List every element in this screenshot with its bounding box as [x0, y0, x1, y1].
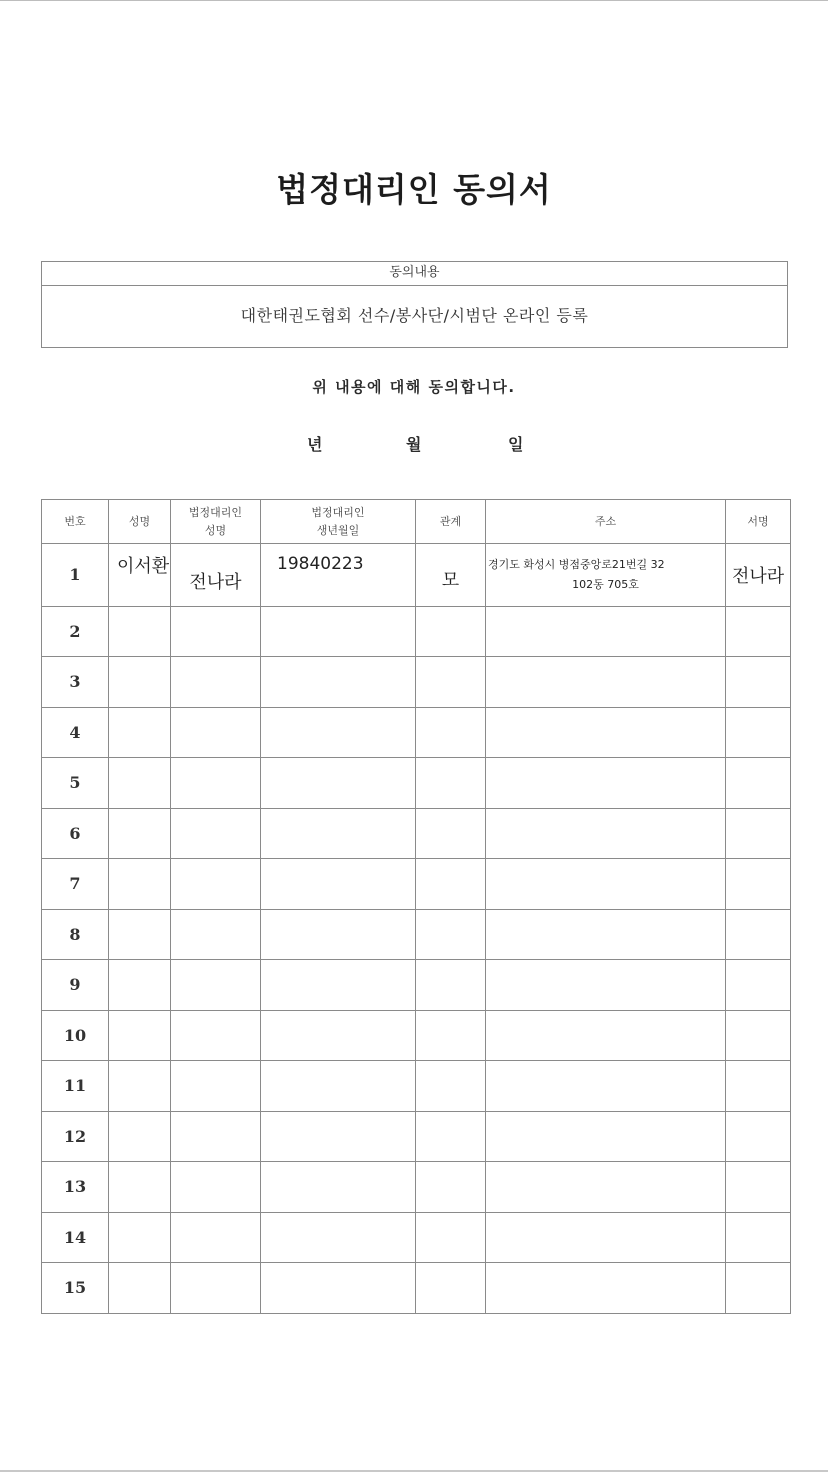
cell-guardian-birth[interactable] — [261, 859, 416, 910]
document-title: 법정대리인 동의서 — [276, 170, 552, 209]
cell-guardian-name[interactable] — [171, 1212, 261, 1263]
cell-guardian-birth[interactable] — [261, 1061, 416, 1112]
cell-name[interactable]: 이서환 — [109, 544, 171, 607]
cell-signature[interactable] — [726, 909, 791, 960]
header-guardian-birth-line2: 생년월일 — [316, 523, 360, 537]
table-row — [42, 1061, 791, 1112]
cell-relation[interactable] — [416, 1263, 486, 1314]
table-row — [42, 808, 791, 859]
date-year-label: 년 — [307, 435, 323, 454]
cell-signature[interactable] — [726, 859, 791, 910]
cell-address[interactable] — [486, 859, 726, 910]
cell-signature[interactable] — [726, 808, 791, 859]
cell-address[interactable] — [486, 657, 726, 708]
cell-name[interactable] — [109, 1263, 171, 1314]
row-number: 6 — [42, 808, 109, 859]
cell-guardian-birth[interactable] — [261, 1263, 416, 1314]
cell-name[interactable] — [109, 1010, 171, 1061]
table-row — [42, 758, 791, 809]
cell-signature[interactable] — [726, 657, 791, 708]
address-line-1: 경기도 화성시 병점중앙로21번길 32 — [488, 557, 665, 571]
row-number: 2 — [42, 606, 109, 657]
cell-name[interactable] — [109, 606, 171, 657]
date-month-label: 월 — [406, 435, 422, 454]
row-number: 12 — [42, 1111, 109, 1162]
cell-address[interactable] — [486, 544, 726, 607]
cell-signature[interactable] — [726, 758, 791, 809]
cell-name[interactable] — [109, 707, 171, 758]
cell-name[interactable] — [109, 657, 171, 708]
date-day-label: 일 — [508, 435, 524, 454]
row-number: 14 — [42, 1212, 109, 1263]
row-number: 5 — [42, 758, 109, 809]
cell-signature[interactable] — [726, 1162, 791, 1213]
consent-box — [41, 261, 788, 348]
table-row — [42, 707, 791, 758]
table-row — [42, 1162, 791, 1213]
cell-guardian-birth[interactable] — [261, 808, 416, 859]
consent-header: 동의내용 — [42, 262, 787, 286]
cell-guardian-name[interactable] — [171, 657, 261, 708]
table-row — [42, 859, 791, 910]
cell-relation[interactable] — [416, 960, 486, 1011]
cell-signature[interactable] — [726, 1263, 791, 1314]
table-row — [42, 909, 791, 960]
header-guardian-birth — [261, 500, 416, 544]
cell-guardian-name[interactable] — [171, 1111, 261, 1162]
cell-name[interactable] — [109, 909, 171, 960]
cell-relation[interactable] — [416, 808, 486, 859]
cell-guardian-name[interactable] — [171, 1162, 261, 1213]
cell-address[interactable] — [486, 1111, 726, 1162]
cell-signature[interactable] — [726, 960, 791, 1011]
header-guardian-birth-line1: 법정대리인 — [311, 505, 365, 519]
cell-relation[interactable]: 모 — [416, 544, 486, 607]
cell-guardian-name[interactable] — [171, 859, 261, 910]
cell-guardian-name[interactable] — [171, 808, 261, 859]
table-row — [42, 960, 791, 1011]
cell-guardian-birth[interactable] — [261, 657, 416, 708]
cell-guardian-birth[interactable]: 19840223 — [261, 544, 416, 607]
cell-relation[interactable] — [416, 707, 486, 758]
cell-signature[interactable] — [726, 606, 791, 657]
cell-address[interactable] — [486, 1061, 726, 1112]
table-row — [42, 606, 791, 657]
cell-address[interactable] — [486, 960, 726, 1011]
cell-address[interactable] — [486, 1263, 726, 1314]
cell-address[interactable] — [486, 758, 726, 809]
address-line-2: 102동 705호 — [572, 577, 639, 591]
header-signature: 서명 — [726, 500, 791, 544]
cell-signature[interactable] — [726, 1010, 791, 1061]
row-number: 1 — [42, 544, 109, 607]
cell-guardian-name[interactable] — [171, 960, 261, 1011]
cell-signature[interactable] — [726, 707, 791, 758]
header-guardian-name-line2: 성명 — [204, 523, 227, 537]
table-row — [42, 1111, 791, 1162]
cell-guardian-birth[interactable] — [261, 960, 416, 1011]
cell-guardian-name[interactable] — [171, 1263, 261, 1314]
table-row — [42, 1010, 791, 1061]
row-number: 15 — [42, 1263, 109, 1314]
cell-relation[interactable] — [416, 657, 486, 708]
cell-relation[interactable] — [416, 758, 486, 809]
cell-guardian-birth[interactable] — [261, 1162, 416, 1213]
cell-guardian-name[interactable] — [171, 707, 261, 758]
cell-address[interactable] — [486, 707, 726, 758]
cell-signature[interactable] — [726, 1061, 791, 1112]
consent-content: 대한태권도협회 선수/봉사단/시범단 온라인 등록 — [240, 306, 589, 325]
row-number: 9 — [42, 960, 109, 1011]
cell-guardian-birth[interactable] — [261, 758, 416, 809]
cell-relation[interactable] — [416, 1111, 486, 1162]
cell-name[interactable] — [109, 808, 171, 859]
row-number: 13 — [42, 1162, 109, 1213]
cell-name[interactable] — [109, 1111, 171, 1162]
table-row — [42, 1212, 791, 1263]
cell-signature[interactable]: 전나라 — [726, 544, 791, 607]
row-number: 4 — [42, 707, 109, 758]
cell-name[interactable] — [109, 1212, 171, 1263]
cell-name[interactable] — [109, 758, 171, 809]
cell-address[interactable] — [486, 1212, 726, 1263]
row-number: 3 — [42, 657, 109, 708]
cell-relation[interactable] — [416, 1010, 486, 1061]
cell-guardian-birth[interactable] — [261, 707, 416, 758]
cell-name[interactable] — [109, 1162, 171, 1213]
cell-guardian-birth[interactable] — [261, 1010, 416, 1061]
cell-address[interactable] — [486, 808, 726, 859]
cell-name[interactable] — [109, 859, 171, 910]
cell-address[interactable] — [486, 909, 726, 960]
header-guardian-name — [171, 500, 261, 544]
cell-relation[interactable] — [416, 1162, 486, 1213]
row-number: 10 — [42, 1010, 109, 1061]
top-border — [0, 0, 828, 1]
cell-relation[interactable] — [416, 859, 486, 910]
cell-relation[interactable] — [416, 1061, 486, 1112]
cell-address[interactable] — [486, 606, 726, 657]
cell-guardian-birth[interactable] — [261, 909, 416, 960]
header-name: 성명 — [109, 500, 171, 544]
header-relation: 관계 — [416, 500, 486, 544]
cell-guardian-birth[interactable] — [261, 606, 416, 657]
row-number: 11 — [42, 1061, 109, 1112]
cell-address[interactable] — [486, 1010, 726, 1061]
header-guardian-name-line1: 법정대리인 — [188, 505, 243, 519]
cell-name[interactable] — [109, 1061, 171, 1112]
row-number: 7 — [42, 859, 109, 910]
cell-relation[interactable] — [416, 1212, 486, 1263]
agree-statement: 위 내용에 대해 동의합니다. — [312, 378, 516, 396]
header-no: 번호 — [42, 500, 109, 544]
cell-guardian-name[interactable] — [171, 1010, 261, 1061]
cell-guardian-birth[interactable] — [261, 1212, 416, 1263]
header-address: 주소 — [486, 500, 726, 544]
cell-guardian-name[interactable] — [171, 909, 261, 960]
table-row — [42, 544, 791, 607]
cell-name[interactable] — [109, 960, 171, 1011]
cell-signature[interactable] — [726, 1212, 791, 1263]
table-row — [42, 1263, 791, 1314]
table-header-row — [42, 500, 791, 544]
cell-relation[interactable] — [416, 909, 486, 960]
cell-guardian-name[interactable]: 전나라 — [171, 544, 261, 607]
table-row — [42, 657, 791, 708]
cell-signature[interactable] — [726, 1111, 791, 1162]
cell-relation[interactable] — [416, 606, 486, 657]
cell-address[interactable] — [486, 1162, 726, 1213]
row-number: 8 — [42, 909, 109, 960]
guardian-table — [41, 499, 791, 1314]
cell-guardian-name[interactable] — [171, 606, 261, 657]
cell-guardian-name[interactable] — [171, 1061, 261, 1112]
table-body — [42, 544, 791, 1314]
cell-guardian-birth[interactable] — [261, 1111, 416, 1162]
cell-guardian-name[interactable] — [171, 758, 261, 809]
